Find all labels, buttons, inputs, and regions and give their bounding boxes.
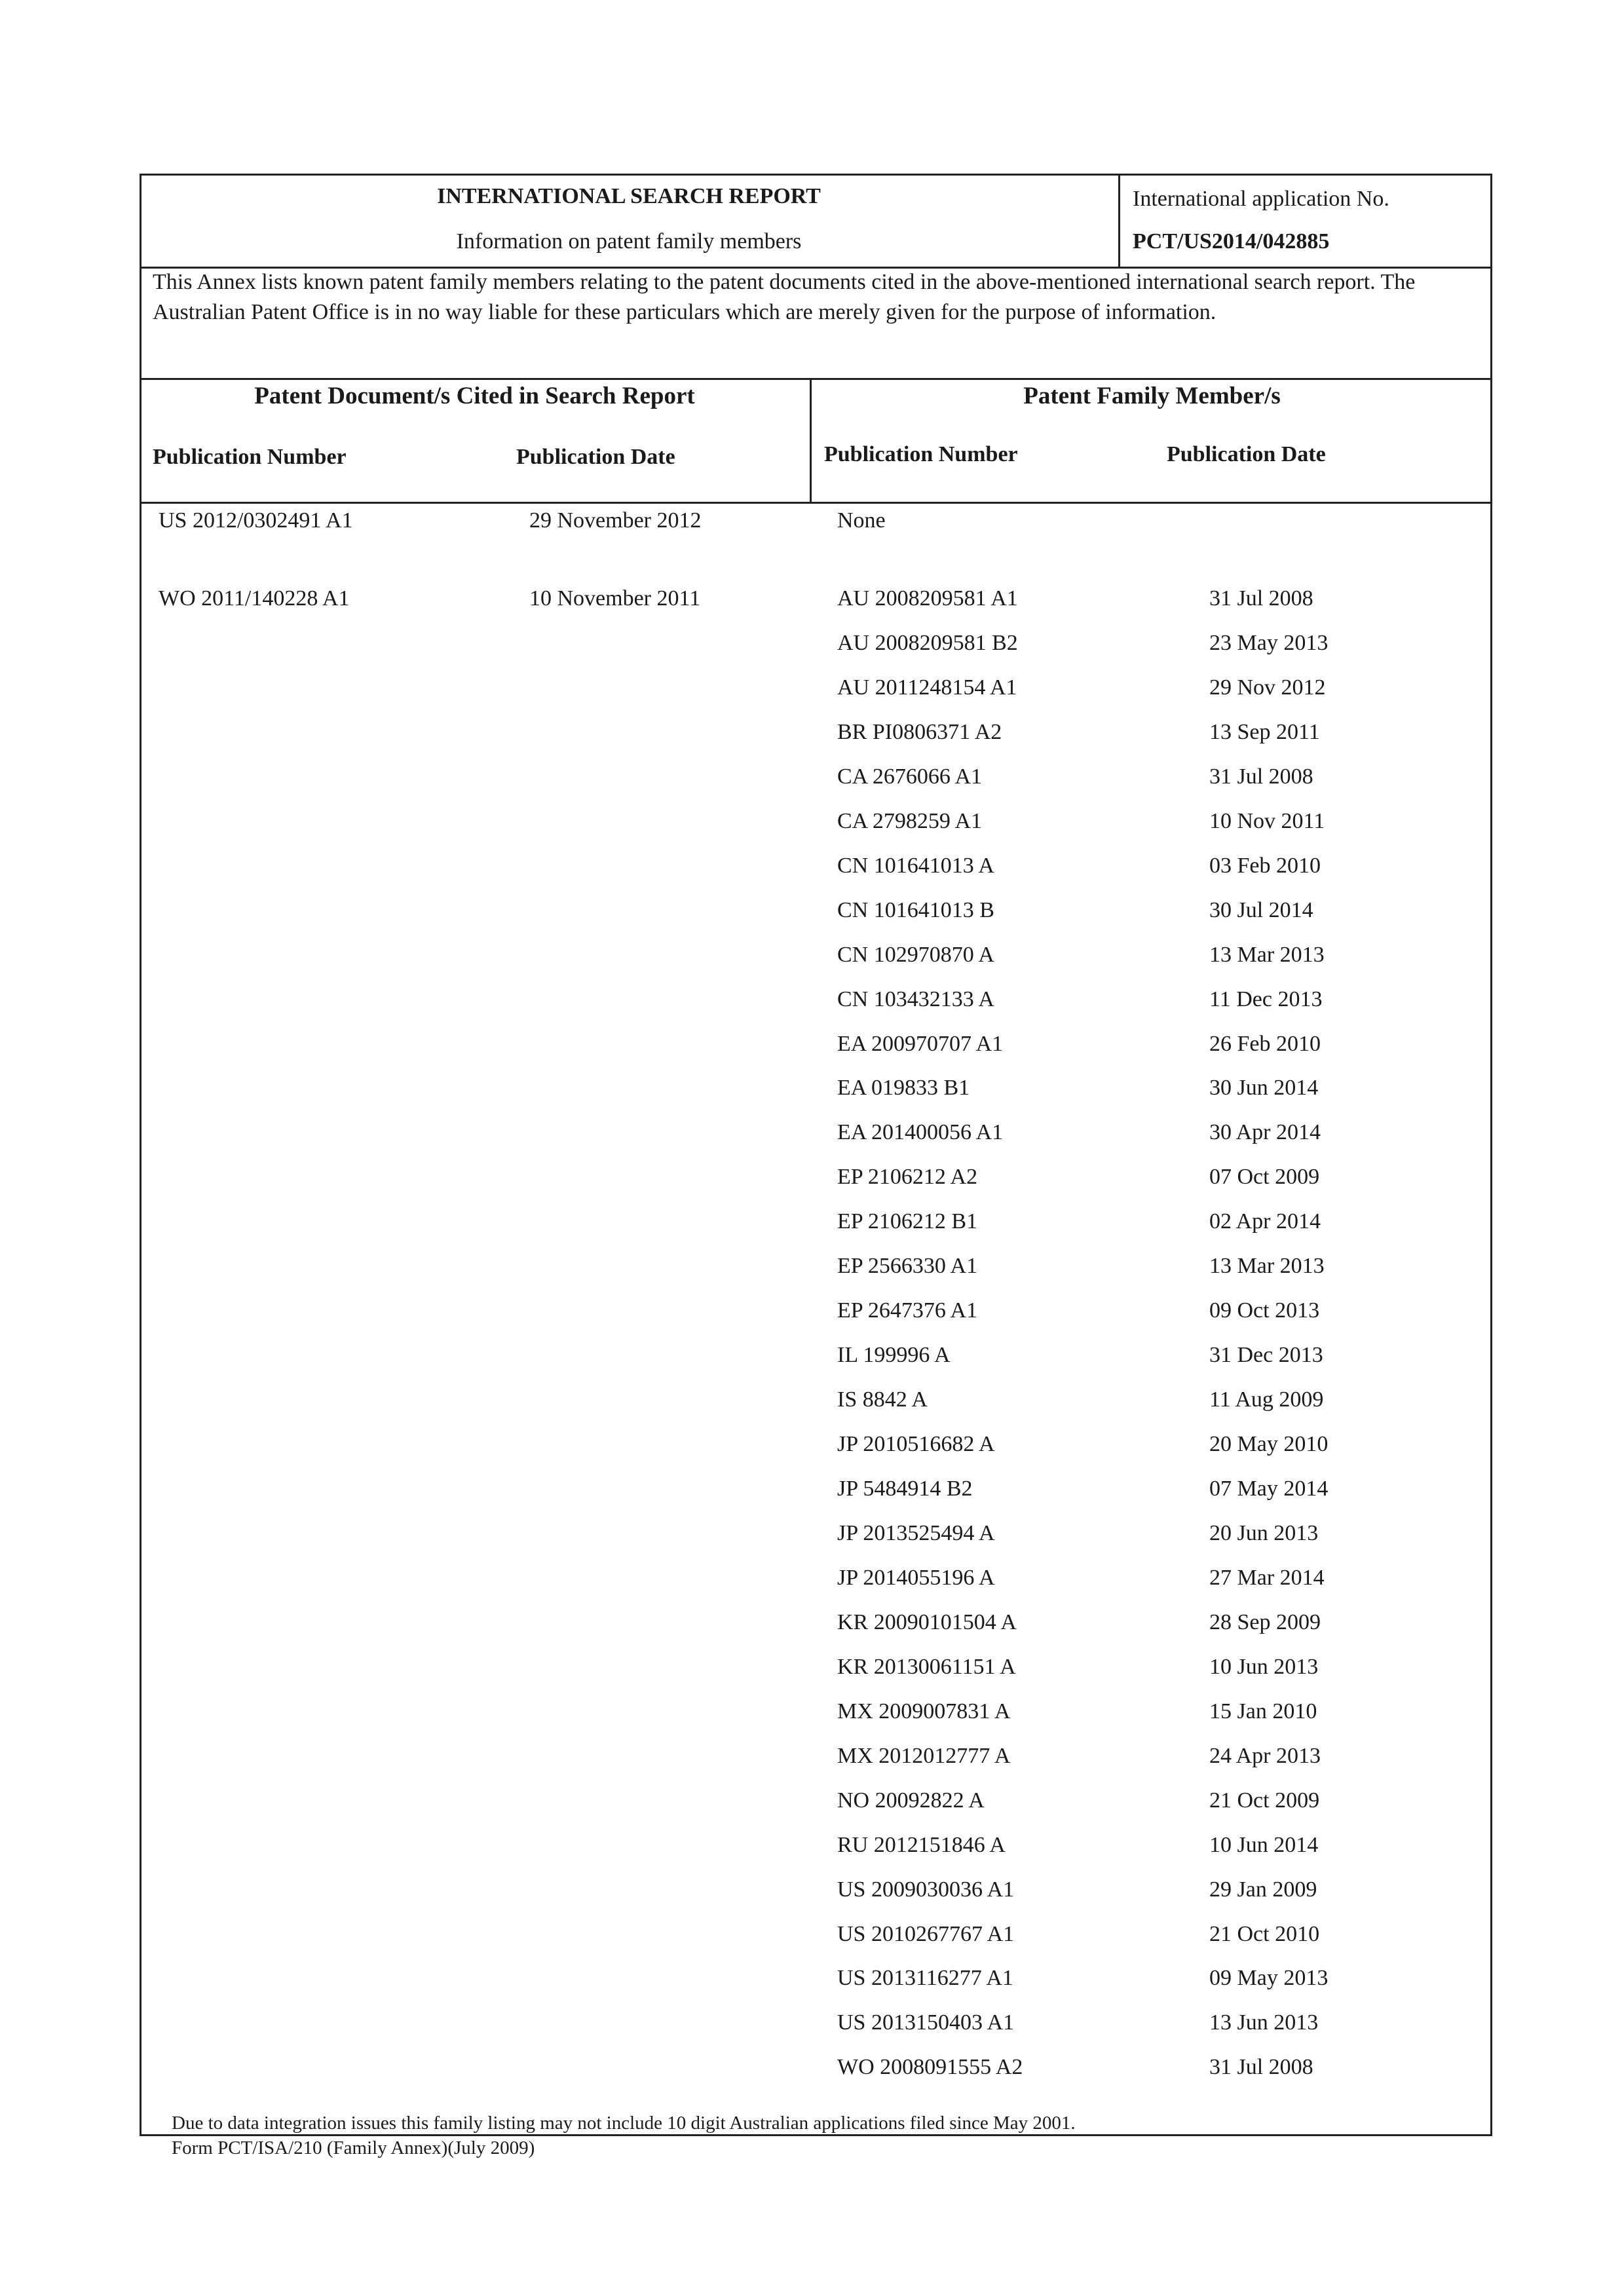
member-date: 15 Jan 2010 xyxy=(1209,1699,1317,1723)
member-number: AU 2008209581 B2 xyxy=(837,631,1018,655)
member-number: WO 2008091555 A2 xyxy=(837,2055,1023,2079)
member-date: 10 Jun 2014 xyxy=(1209,1833,1319,1857)
member-date: 21 Oct 2009 xyxy=(1209,1788,1320,1813)
cited-date-2: 10 November 2011 xyxy=(529,586,701,611)
member-date: 13 Mar 2013 xyxy=(1209,1254,1325,1278)
member-date: 31 Jul 2008 xyxy=(1209,764,1313,789)
application-label: International application No. xyxy=(1133,187,1389,211)
member-number: KR 20130061151 A xyxy=(837,1655,1016,1679)
member-date: 28 Sep 2009 xyxy=(1209,1610,1321,1634)
member-number: BR PI0806371 A2 xyxy=(837,720,1002,744)
member-number: EP 2647376 A1 xyxy=(837,1298,978,1323)
member-date: 31 Jul 2008 xyxy=(1209,2055,1313,2079)
member-number: IS 8842 A xyxy=(837,1387,928,1412)
member-number: CA 2798259 A1 xyxy=(837,809,983,833)
member-date: 10 Nov 2011 xyxy=(1209,809,1325,833)
member-number: JP 2010516682 A xyxy=(837,1432,995,1456)
member-number: JP 5484914 B2 xyxy=(837,1477,973,1501)
member-date: 11 Aug 2009 xyxy=(1209,1387,1324,1412)
col-header-pub-number: Publication Number xyxy=(153,445,347,469)
member-number: JP 2013525494 A xyxy=(837,1521,995,1545)
member-date: 30 Apr 2014 xyxy=(1209,1120,1321,1144)
col-header-pub-date: Publication Date xyxy=(516,445,675,469)
member-number: EP 2106212 B1 xyxy=(837,1209,978,1233)
member-date: 13 Jun 2013 xyxy=(1209,2010,1319,2035)
member-number: MX 2012012777 A xyxy=(837,1744,1011,1768)
member-date: 13 Sep 2011 xyxy=(1209,720,1320,744)
footer-note: Due to data integration issues this family listing may not include 10 digit Australian applications filed since May 2001. xyxy=(172,2113,1076,2134)
report-title: INTERNATIONAL SEARCH REPORT xyxy=(437,184,821,208)
member-date: 07 Oct 2009 xyxy=(1209,1165,1320,1189)
member-date: 27 Mar 2014 xyxy=(1209,1566,1325,1590)
application-number: PCT/US2014/042885 xyxy=(1133,229,1330,254)
member-date: 09 May 2013 xyxy=(1209,1966,1329,1990)
member-number: US 2013150403 A1 xyxy=(837,2010,1015,2035)
member-number: AU 2011248154 A1 xyxy=(837,675,1017,700)
member-number: US 2010267767 A1 xyxy=(837,1922,1015,1946)
cited-number-1: US 2012/0302491 A1 xyxy=(159,508,353,533)
col-header-member-date: Publication Date xyxy=(1167,442,1326,466)
member-date: 09 Oct 2013 xyxy=(1209,1298,1320,1323)
member-number: US 2013116277 A1 xyxy=(837,1966,1013,1990)
member-number: EA 019833 B1 xyxy=(837,1076,970,1100)
cited-date-1: 29 November 2012 xyxy=(529,508,702,533)
member-date: 02 Apr 2014 xyxy=(1209,1209,1321,1233)
member-number: EA 201400056 A1 xyxy=(837,1120,1004,1144)
member-date: 30 Jun 2014 xyxy=(1209,1076,1319,1100)
member-date: 07 May 2014 xyxy=(1209,1477,1329,1501)
col-header-member-number: Publication Number xyxy=(824,442,1018,466)
member-number: RU 2012151846 A xyxy=(837,1833,1006,1857)
cited-number-2: WO 2011/140228 A1 xyxy=(159,586,350,611)
member-number: US 2009030036 A1 xyxy=(837,1877,1015,1902)
member-number: MX 2009007831 A xyxy=(837,1699,1011,1723)
member-number: KR 20090101504 A xyxy=(837,1610,1017,1634)
member-date: 30 Jul 2014 xyxy=(1209,898,1313,922)
family-group-header: Patent Family Member/s xyxy=(1023,383,1281,409)
member-date: 13 Mar 2013 xyxy=(1209,943,1325,967)
report-subtitle: Information on patent family members xyxy=(456,229,802,254)
member-number: EA 200970707 A1 xyxy=(837,1032,1004,1056)
member-date: 20 Jun 2013 xyxy=(1209,1521,1319,1545)
member-number: JP 2014055196 A xyxy=(837,1566,995,1590)
annex-text: This Annex lists known patent family members relating to the patent documents cited in the above-mentioned international search report. The Australian Patent Office is in no way liable for these particulars which are merely given for the purpose of information. xyxy=(153,270,1416,324)
member-number: CN 103432133 A xyxy=(837,987,994,1011)
member-date: 20 May 2010 xyxy=(1209,1432,1329,1456)
member-date: 03 Feb 2010 xyxy=(1209,854,1321,878)
member-number: CN 102970870 A xyxy=(837,943,994,967)
member-number: EP 2566330 A1 xyxy=(837,1254,978,1278)
member-number: EP 2106212 A2 xyxy=(837,1165,978,1189)
member-number: CA 2676066 A1 xyxy=(837,764,983,789)
member-date: 24 Apr 2013 xyxy=(1209,1744,1321,1768)
member-date: 11 Dec 2013 xyxy=(1209,987,1323,1011)
family-none: None xyxy=(837,508,886,533)
form-note: Form PCT/ISA/210 (Family Annex)(July 2009) xyxy=(172,2137,535,2158)
member-date: 21 Oct 2010 xyxy=(1209,1922,1320,1946)
member-date: 29 Jan 2009 xyxy=(1209,1877,1317,1902)
member-number: CN 101641013 B xyxy=(837,898,994,922)
member-number: IL 199996 A xyxy=(837,1343,951,1367)
member-date: 31 Jul 2008 xyxy=(1209,586,1313,611)
member-date: 10 Jun 2013 xyxy=(1209,1655,1319,1679)
member-date: 26 Feb 2010 xyxy=(1209,1032,1321,1056)
member-number: CN 101641013 A xyxy=(837,854,994,878)
member-number: NO 20092822 A xyxy=(837,1788,985,1813)
member-number: AU 2008209581 A1 xyxy=(837,586,1018,611)
member-date: 29 Nov 2012 xyxy=(1209,675,1326,700)
member-date: 23 May 2013 xyxy=(1209,631,1329,655)
cited-group-header: Patent Document/s Cited in Search Report xyxy=(254,383,695,409)
member-date: 31 Dec 2013 xyxy=(1209,1343,1323,1367)
